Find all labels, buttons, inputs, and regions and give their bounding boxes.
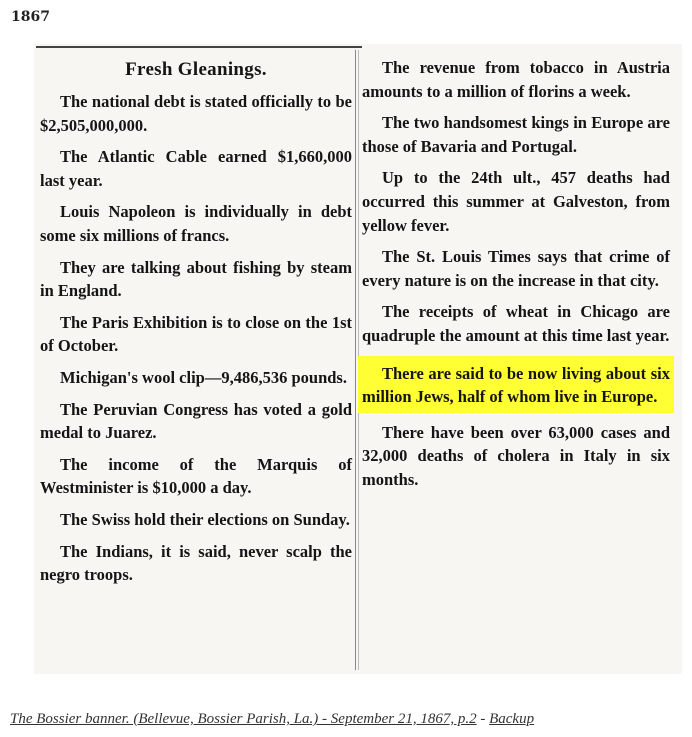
right-column bbox=[362, 44, 670, 500]
source-link[interactable]: The Bossier banner. (Bellevue, Bossier Parish, La.) - September 21, 1867, p.2 bbox=[10, 711, 477, 727]
news-item: The Peruvian Congress has voted a gold medal to Juarez. bbox=[40, 399, 352, 443]
news-item: Up to the 24th ult., 457 deaths had occurred this summer at Galveston, from yellow fever. bbox=[362, 168, 670, 235]
news-item: The income of the Marquis of Westminister is $10,000 a day. bbox=[40, 454, 352, 498]
news-item: They are talking about fishing by steam in England. bbox=[40, 257, 352, 301]
news-item: The St. Louis Times says that crime of every nature is on the increase in that city. bbox=[362, 247, 670, 290]
source-caption bbox=[10, 711, 534, 728]
news-item: The receipts of wheat in Chicago are quadruple the amount at this time last year. bbox=[362, 302, 670, 345]
highlighted-news-item: There are said to be now living about six million Jews, half of whom live in Europe. bbox=[358, 356, 674, 413]
news-item: The Paris Exhibition is to close on the 1st of October. bbox=[40, 312, 352, 356]
newspaper-clipping bbox=[34, 44, 682, 674]
column-divider bbox=[355, 50, 356, 670]
news-item: The national debt is stated officially to be $2,505,000,000. bbox=[40, 92, 352, 135]
backup-link[interactable]: Backup bbox=[489, 711, 535, 727]
left-column bbox=[40, 44, 352, 595]
article-heading: Fresh Gleanings. bbox=[125, 59, 267, 80]
news-item: The Atlantic Cable earned $1,660,000 last year. bbox=[40, 147, 352, 190]
news-item: The revenue from tobacco in Austria amounts to a million of florins a week. bbox=[362, 58, 670, 101]
news-item: Michigan's wool clip—9,486,536 pounds. bbox=[60, 367, 347, 387]
news-item: The Indians, it is said, never scalp the negro troops. bbox=[40, 541, 352, 585]
caption-separator: - bbox=[476, 711, 490, 727]
news-item: There have been over 63,000 cases and 32,000 deaths of cholera in Italy in six months. bbox=[362, 422, 670, 489]
news-item: The two handsomest kings in Europe are those of Bavaria and Portugal. bbox=[362, 113, 670, 156]
year-label: 1867 bbox=[11, 9, 50, 25]
news-item: The Swiss hold their elections on Sunday. bbox=[60, 509, 350, 529]
news-item: Louis Napoleon is individually in debt some six millions of francs. bbox=[40, 202, 352, 245]
